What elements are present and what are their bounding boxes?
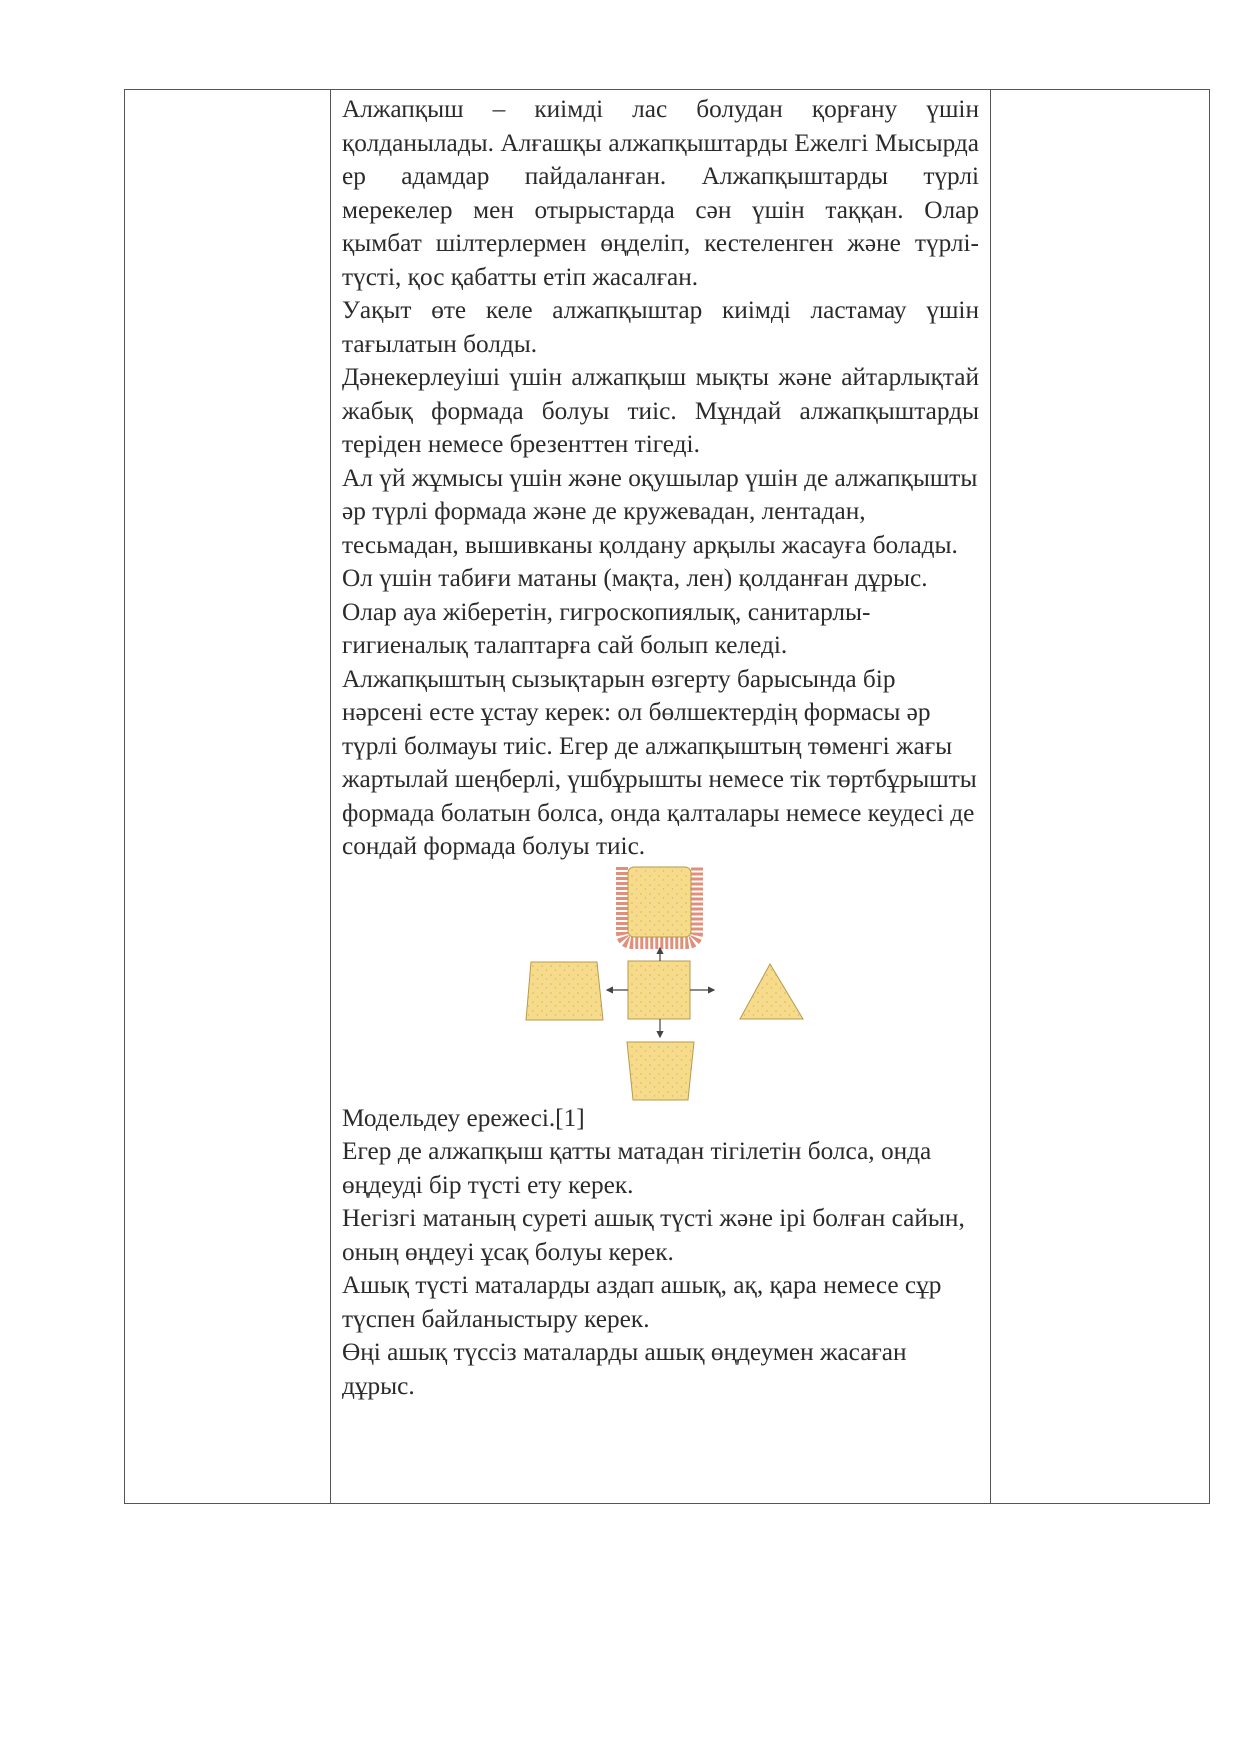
paragraph-home-use: Ал үй жұмысы үшін және оқушылар үшін де алжапқышты әр түрлі формада және де кружевадан, лентадан, тесьмадан, вышивканы қолдану арқылы жасауға болады. Ол үшін табиғи матаны (мақта, лен) қолданған дұрыс. Олар ауа жіберетін, гигроскопиялық, санитарлы-гигиеналық талаптарға сай болып келеді. <box>342 463 978 659</box>
paragraph-rule-2: Негізгі матаның суреті ашық түсті және ірі болған сайын, оның өңдеуі ұсақ болуы керек. <box>342 1204 965 1266</box>
document-table <box>124 89 1210 1504</box>
paragraph-rule-4: Өңі ашық түссіз маталарды ашық өңдеумен жасаған дұрыс. <box>342 1338 907 1400</box>
content-cell <box>331 90 991 1504</box>
paragraph-shape-rule: Алжапқыштың сызықтарын өзгерту барысында бір нәрсені есте ұстау керек: ол бөлшектердің формасы әр түрлі болмауы тиіс. Егер де алжапқыштың төменгі жағы жартылай шеңберлі, үшбұрышты немесе тік төртбұрышты формада болатын болса, онда қалталары немесе кеудесі де сондай формада болуы тиіс. <box>342 664 977 860</box>
content-text <box>331 90 990 1403</box>
paragraph-rule-1: Егер де алжапқыш қатты матадан тігілетін болса, онда өңдеуді бір түсті ету керек. <box>342 1137 932 1199</box>
right-empty-cell <box>991 90 1210 1504</box>
bottom-trapezoid-shape <box>627 1042 694 1100</box>
right-triangle-shape <box>740 964 803 1019</box>
paragraph-history: Алжапқыш – киімді лас болудан қорғану үшін қолданылады. Алғашқы алжапқыштарды Ежелгі Мысырда ер адамдар пайдаланған. Алжапқыштарды түрлі мерекелер мен отырыстарда сән үшін таққан. Олар қымбат шілтерлермен өңделіп, кестеленген және түрлі-түсті, қос қабатты етіп жасалған. <box>342 95 979 291</box>
center-square-shape <box>628 961 690 1019</box>
left-trapezoid-shape <box>526 962 603 1020</box>
left-empty-cell <box>125 90 331 1504</box>
paragraph-time: Уақыт өте келе алжапқыштар киімді ластамау үшін тағылатын болды. <box>342 296 979 358</box>
paragraph-modeling-rule-title: Модельдеу ережесі.[1] <box>342 1103 585 1132</box>
apron-pocket-shapes-diagram-icon <box>342 864 979 1102</box>
apron-shapes-figure <box>342 864 979 1102</box>
ruffled-pocket-shape <box>622 867 697 943</box>
table-row <box>125 90 1210 1504</box>
paragraph-welder: Дәнекерлеуіші үшін алжапқыш мықты және айтарлықтай жабық формада болуы тиіс. Мұндай алжапқыштарды теріден немесе брезенттен тігеді. <box>342 363 979 458</box>
paragraph-rule-3: Ашық түсті маталарды аздап ашық, ақ, қара немесе сұр түспен байланыстыру керек. <box>342 1271 942 1333</box>
